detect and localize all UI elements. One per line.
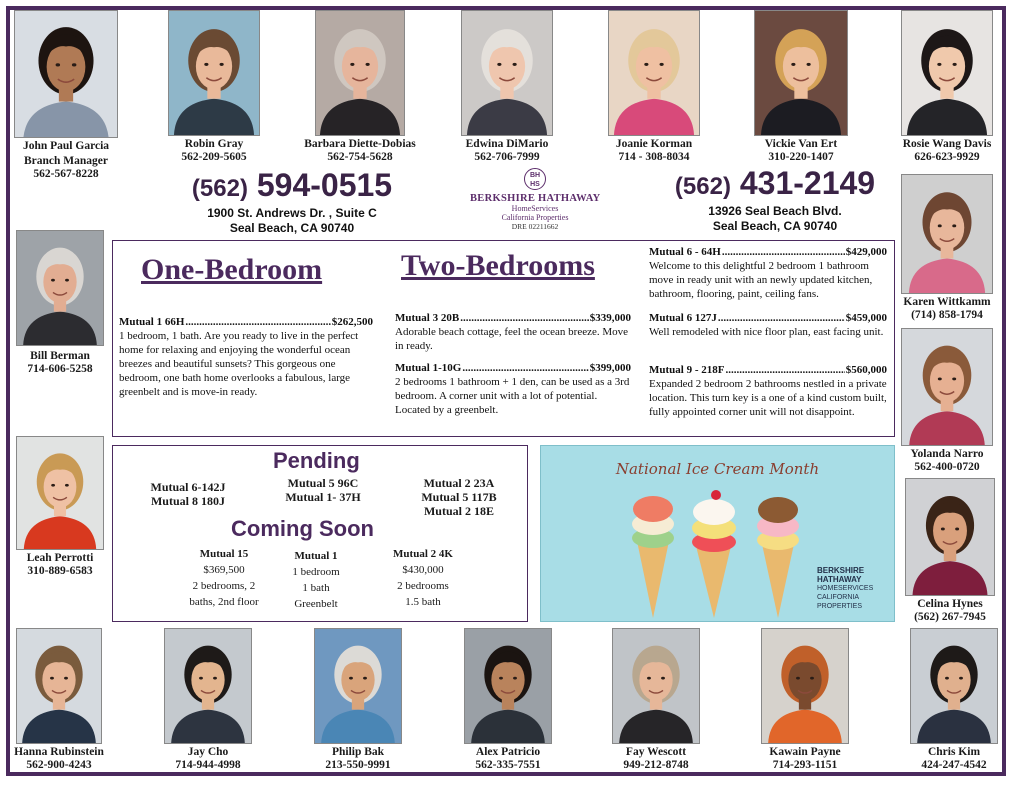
pending-group-2 (275, 476, 371, 504)
listing-mutual-3-20b (395, 311, 631, 353)
agent-phone: 562-900-4243 (26, 759, 92, 771)
listing-price: $429,000 (845, 246, 887, 258)
agent-photo (754, 10, 848, 136)
ice-cream-promo (540, 445, 895, 622)
listing-price: $399,000 (589, 362, 631, 374)
coming-soon-unit: Mutual 2 4K (393, 548, 453, 560)
promo-title: National Ice Cream Month (615, 460, 820, 478)
agent-edwina-dimario (454, 10, 560, 164)
leader-dots (462, 361, 588, 375)
agent-photo (608, 10, 700, 136)
agent-chris-kim (906, 628, 1002, 772)
listing-unit: Mutual 9 - 218F (649, 364, 725, 376)
coming-soon-item (281, 548, 351, 612)
agent-phone: 562-754-5628 (327, 151, 393, 163)
office-phone (650, 166, 900, 204)
agent-phone: 424-247-4542 (921, 759, 987, 771)
listing-description: Well remodeled with nice floor plan, east facing unit. (649, 326, 884, 338)
portrait-image (902, 175, 992, 293)
office-address-line: 1900 St. Andrews Dr. , Suite C (207, 206, 377, 220)
one-bedroom-heading: One-Bedroom (141, 253, 323, 286)
coming-soon-unit: Mutual 15 (199, 548, 249, 560)
agent-phone: 714 - 308-8034 (618, 151, 690, 163)
agent-photo (14, 10, 118, 138)
agent-phone: 562-706-7999 (474, 151, 540, 163)
cherry-icon (711, 490, 721, 500)
leader-dots (725, 363, 844, 377)
office-seal-beach-blvd (650, 166, 900, 234)
brand-dre: DRE 02211662 (511, 222, 559, 231)
portrait-image (15, 11, 117, 137)
leader-dots (722, 245, 845, 259)
listing-mutual-1-10g (395, 361, 631, 417)
scoop-icon (633, 496, 673, 522)
portrait-image (17, 629, 101, 743)
agent-photo (905, 478, 995, 596)
portrait-image (609, 11, 699, 135)
agent-phone: 562-335-7551 (475, 759, 541, 771)
listing-mutual-1-66h (119, 315, 373, 399)
pending-unit: Mutual 5 117B (421, 490, 497, 504)
agent-celina-hynes (898, 478, 1002, 624)
pending-unit: Mutual 2 18E (423, 504, 494, 518)
agent-name: Joanie Korman (615, 138, 693, 150)
agent-photo (164, 628, 252, 744)
agent-name: Alex Patricio (475, 746, 541, 758)
coming-soon-unit: Mutual 1 (294, 550, 338, 562)
two-bedrooms-heading: Two-Bedrooms (401, 249, 595, 282)
pending-unit: Mutual 2 23A (423, 476, 495, 490)
agent-name: Jay Cho (187, 746, 229, 758)
agent-phone: 213-550-9991 (325, 759, 391, 771)
brand-logo-block (470, 168, 600, 232)
portrait-image (165, 629, 251, 743)
listing-unit: Mutual 6 127J (649, 312, 717, 324)
listings-box (112, 240, 895, 437)
agent-phone: 310-889-6583 (27, 565, 93, 577)
listing-mutual-6-64h (649, 245, 887, 301)
coming-soon-detail: 1 bedroom (292, 566, 340, 578)
portrait-image (315, 629, 401, 743)
agent-rosie-wang-davis (895, 10, 999, 164)
agent-name: Kawain Payne (769, 746, 841, 758)
agent-phone: 562-567-8228 (33, 168, 99, 180)
agent-leah-perrotti (10, 436, 110, 578)
agent-jay-cho (160, 628, 256, 772)
leader-dots (185, 315, 330, 329)
cone-icon (637, 541, 669, 618)
portrait-image (462, 11, 552, 135)
agent-name: Hanna Rubinstein (14, 746, 104, 758)
coming-soon-detail: baths, 2nd floor (189, 596, 259, 608)
listing-description: 1 bedroom, 1 bath. Are you ready to live in the perfect home for relaxing and enjoying the wonderful ocean breezes and beautiful sunsets? This gorgeous one bedroom, one bath home overlooks a fabulous, large greenbelt and is move-in ready. (119, 330, 359, 398)
agent-photo (16, 230, 104, 346)
listing-description: 2 bedrooms 1 bathroom + 1 den, can be used as a 3rd bedroom. A corner unit with a lot of potential. Located by a greenbelt. (395, 376, 630, 416)
coming-soon-detail: 2 bedrooms, 2 (192, 580, 256, 592)
agent-photo (314, 628, 402, 744)
agent-phone: 626-623-9929 (914, 151, 980, 163)
coming-soon-detail: 2 bedrooms (397, 580, 449, 592)
brand-region: California Properties (501, 213, 569, 222)
portrait-image (17, 231, 103, 345)
agent-name: Rosie Wang Davis (902, 138, 992, 150)
agent-karen-wittkamm (895, 174, 999, 322)
logo-line: PROPERTIES (817, 603, 862, 610)
pending-heading: Pending (273, 448, 360, 473)
office-andrews (182, 168, 402, 236)
listing-header (395, 361, 631, 375)
agent-phone: 714-293-1151 (772, 759, 838, 771)
coming-soon-detail: $430,000 (402, 564, 444, 576)
coming-soon-detail: 1.5 bath (405, 596, 441, 608)
agent-photo (461, 10, 553, 136)
office-number: 431-2149 (739, 165, 876, 201)
coming-soon-detail: $369,500 (203, 564, 245, 576)
office-area-code: (562) (191, 175, 248, 202)
agent-phone: 562-209-5605 (181, 151, 247, 163)
listing-unit: Mutual 1-10G (395, 362, 462, 374)
office-number: 594-0515 (256, 167, 393, 203)
agent-phone: 714-606-5258 (27, 363, 93, 375)
agent-photo (16, 628, 102, 744)
portrait-image (902, 329, 992, 445)
coming-soon-item (383, 546, 463, 610)
agent-name: Yolanda Narro (910, 448, 984, 460)
agent-title: Branch Manager (23, 155, 108, 167)
agent-photo (901, 174, 993, 294)
scoop-icon (693, 499, 735, 525)
coming-soon-item (181, 546, 267, 610)
agent-photo (16, 436, 104, 550)
agent-photo (901, 10, 993, 136)
office-address-line: 13926 Seal Beach Blvd. (708, 204, 842, 218)
listing-price: $560,000 (845, 364, 887, 376)
listing-header (649, 311, 887, 325)
pending-coming-soon-box (112, 445, 528, 622)
logo-line: CALIFORNIA (817, 594, 860, 601)
agent-photo (464, 628, 552, 744)
agent-name: Celina Hynes (917, 598, 983, 610)
agent-alex-patricio (460, 628, 556, 772)
agent-bill-berman (12, 230, 108, 376)
listing-header (119, 315, 373, 329)
coming-soon-heading: Coming Soon (231, 516, 374, 541)
portrait-image (762, 629, 848, 743)
portrait-image (169, 11, 259, 135)
listing-mutual-6-127j (649, 311, 887, 339)
pending-unit: Mutual 1- 37H (285, 490, 361, 504)
pending-unit: Mutual 5 96C (287, 476, 359, 490)
portrait-image (911, 629, 997, 743)
agent-name: Karen Wittkamm (903, 296, 991, 308)
logo-line: HATHAWAY (817, 575, 862, 584)
listing-price: $262,500 (331, 316, 373, 328)
agent-john-paul-garcia (10, 10, 122, 181)
office-address-city: Seal Beach, CA 90740 (229, 221, 355, 235)
listing-header (395, 311, 631, 325)
agent-photo (910, 628, 998, 744)
logo-line: BERKSHIRE (817, 566, 865, 575)
listing-header (649, 363, 887, 377)
agent-name: John Paul Garcia (22, 140, 110, 152)
agent-vickie-van-ert (748, 10, 854, 164)
agent-phone: 949-212-8748 (623, 759, 689, 771)
listing-price: $459,000 (845, 312, 887, 324)
agent-barbara-diette-dobias (296, 10, 424, 164)
listing-unit: Mutual 1 66H (119, 316, 185, 328)
logo-line: HOMESERVICES (817, 585, 874, 592)
pending-group-3 (411, 476, 507, 518)
listing-description: Adorable beach cottage, feel the ocean breeze. Move in ready. (395, 326, 629, 352)
listing-unit: Mutual 3 20B (395, 312, 460, 324)
pending-group-1 (143, 480, 233, 508)
listing-description: Welcome to this delightful 2 bedroom 1 bathroom move in ready unit with an newly updated kitchen, bathroom, flooring, paint, ceiling fans. (649, 260, 873, 300)
leader-dots (460, 311, 589, 325)
portrait-image (755, 11, 847, 135)
brand-name: BERKSHIRE HATHAWAY (470, 193, 601, 204)
agent-name: Chris Kim (927, 746, 981, 758)
cone-icon (696, 546, 731, 618)
office-phone (182, 168, 402, 206)
coming-soon-detail: 1 bath (302, 582, 330, 594)
portrait-image (17, 437, 103, 549)
pending-unit: Mutual 8 180J (150, 494, 225, 508)
portrait-image (906, 479, 994, 595)
portrait-image (902, 11, 992, 135)
agent-yolanda-narro (895, 328, 999, 474)
agent-photo (315, 10, 405, 136)
agent-joanie-korman (600, 10, 708, 164)
listing-description: Expanded 2 bedroom 2 bathrooms nestled in a private location. This turn key is a one of a kind custom built, fully appointed corner unit will not disappoint. (649, 378, 887, 418)
brand-subtitle: HomeServices (511, 204, 559, 213)
brand-seal-icon: BH HS (524, 168, 546, 190)
listing-price: $339,000 (589, 312, 631, 324)
agent-kawain-payne (756, 628, 854, 772)
agent-name: Barbara Diette-Dobias (304, 138, 416, 150)
agent-name: Fay Wescott (625, 746, 687, 758)
cone-icon (762, 544, 794, 618)
agent-name: Edwina DiMario (465, 138, 549, 150)
listing-header (649, 245, 887, 259)
portrait-image (316, 11, 404, 135)
agent-name: Philip Bak (331, 746, 385, 758)
portrait-image (465, 629, 551, 743)
listing-unit: Mutual 6 - 64H (649, 246, 721, 258)
agent-photo (761, 628, 849, 744)
office-area-code: (562) (674, 173, 731, 200)
office-address-city: Seal Beach, CA 90740 (712, 219, 838, 233)
agent-photo (612, 628, 700, 744)
agent-name: Vickie Van Ert (764, 138, 838, 150)
agent-name: Bill Berman (30, 350, 90, 362)
agent-phone: 714-944-4998 (175, 759, 241, 771)
agent-phone: (714) 858-1794 (911, 309, 983, 321)
promo-brand-logo (817, 566, 873, 611)
agent-name: Leah Perrotti (26, 552, 94, 564)
agent-hanna-rubinstein (12, 628, 106, 772)
agent-fay-wescott (608, 628, 704, 772)
listing-mutual-9-218f (649, 363, 887, 419)
coming-soon-detail: Greenbelt (294, 598, 338, 610)
agent-phone: 562-400-0720 (914, 461, 980, 473)
agent-photo (168, 10, 260, 136)
agent-photo (901, 328, 993, 446)
leader-dots (718, 311, 845, 325)
agent-phone: (562) 267-7945 (914, 611, 986, 623)
scoop-icon (758, 497, 798, 523)
pending-unit: Mutual 6-142J (150, 480, 226, 494)
agent-philip-bak (310, 628, 406, 772)
agent-robin-gray (162, 10, 266, 164)
agent-phone: 310-220-1407 (768, 151, 834, 163)
portrait-image (613, 629, 699, 743)
agent-name: Robin Gray (184, 138, 244, 150)
